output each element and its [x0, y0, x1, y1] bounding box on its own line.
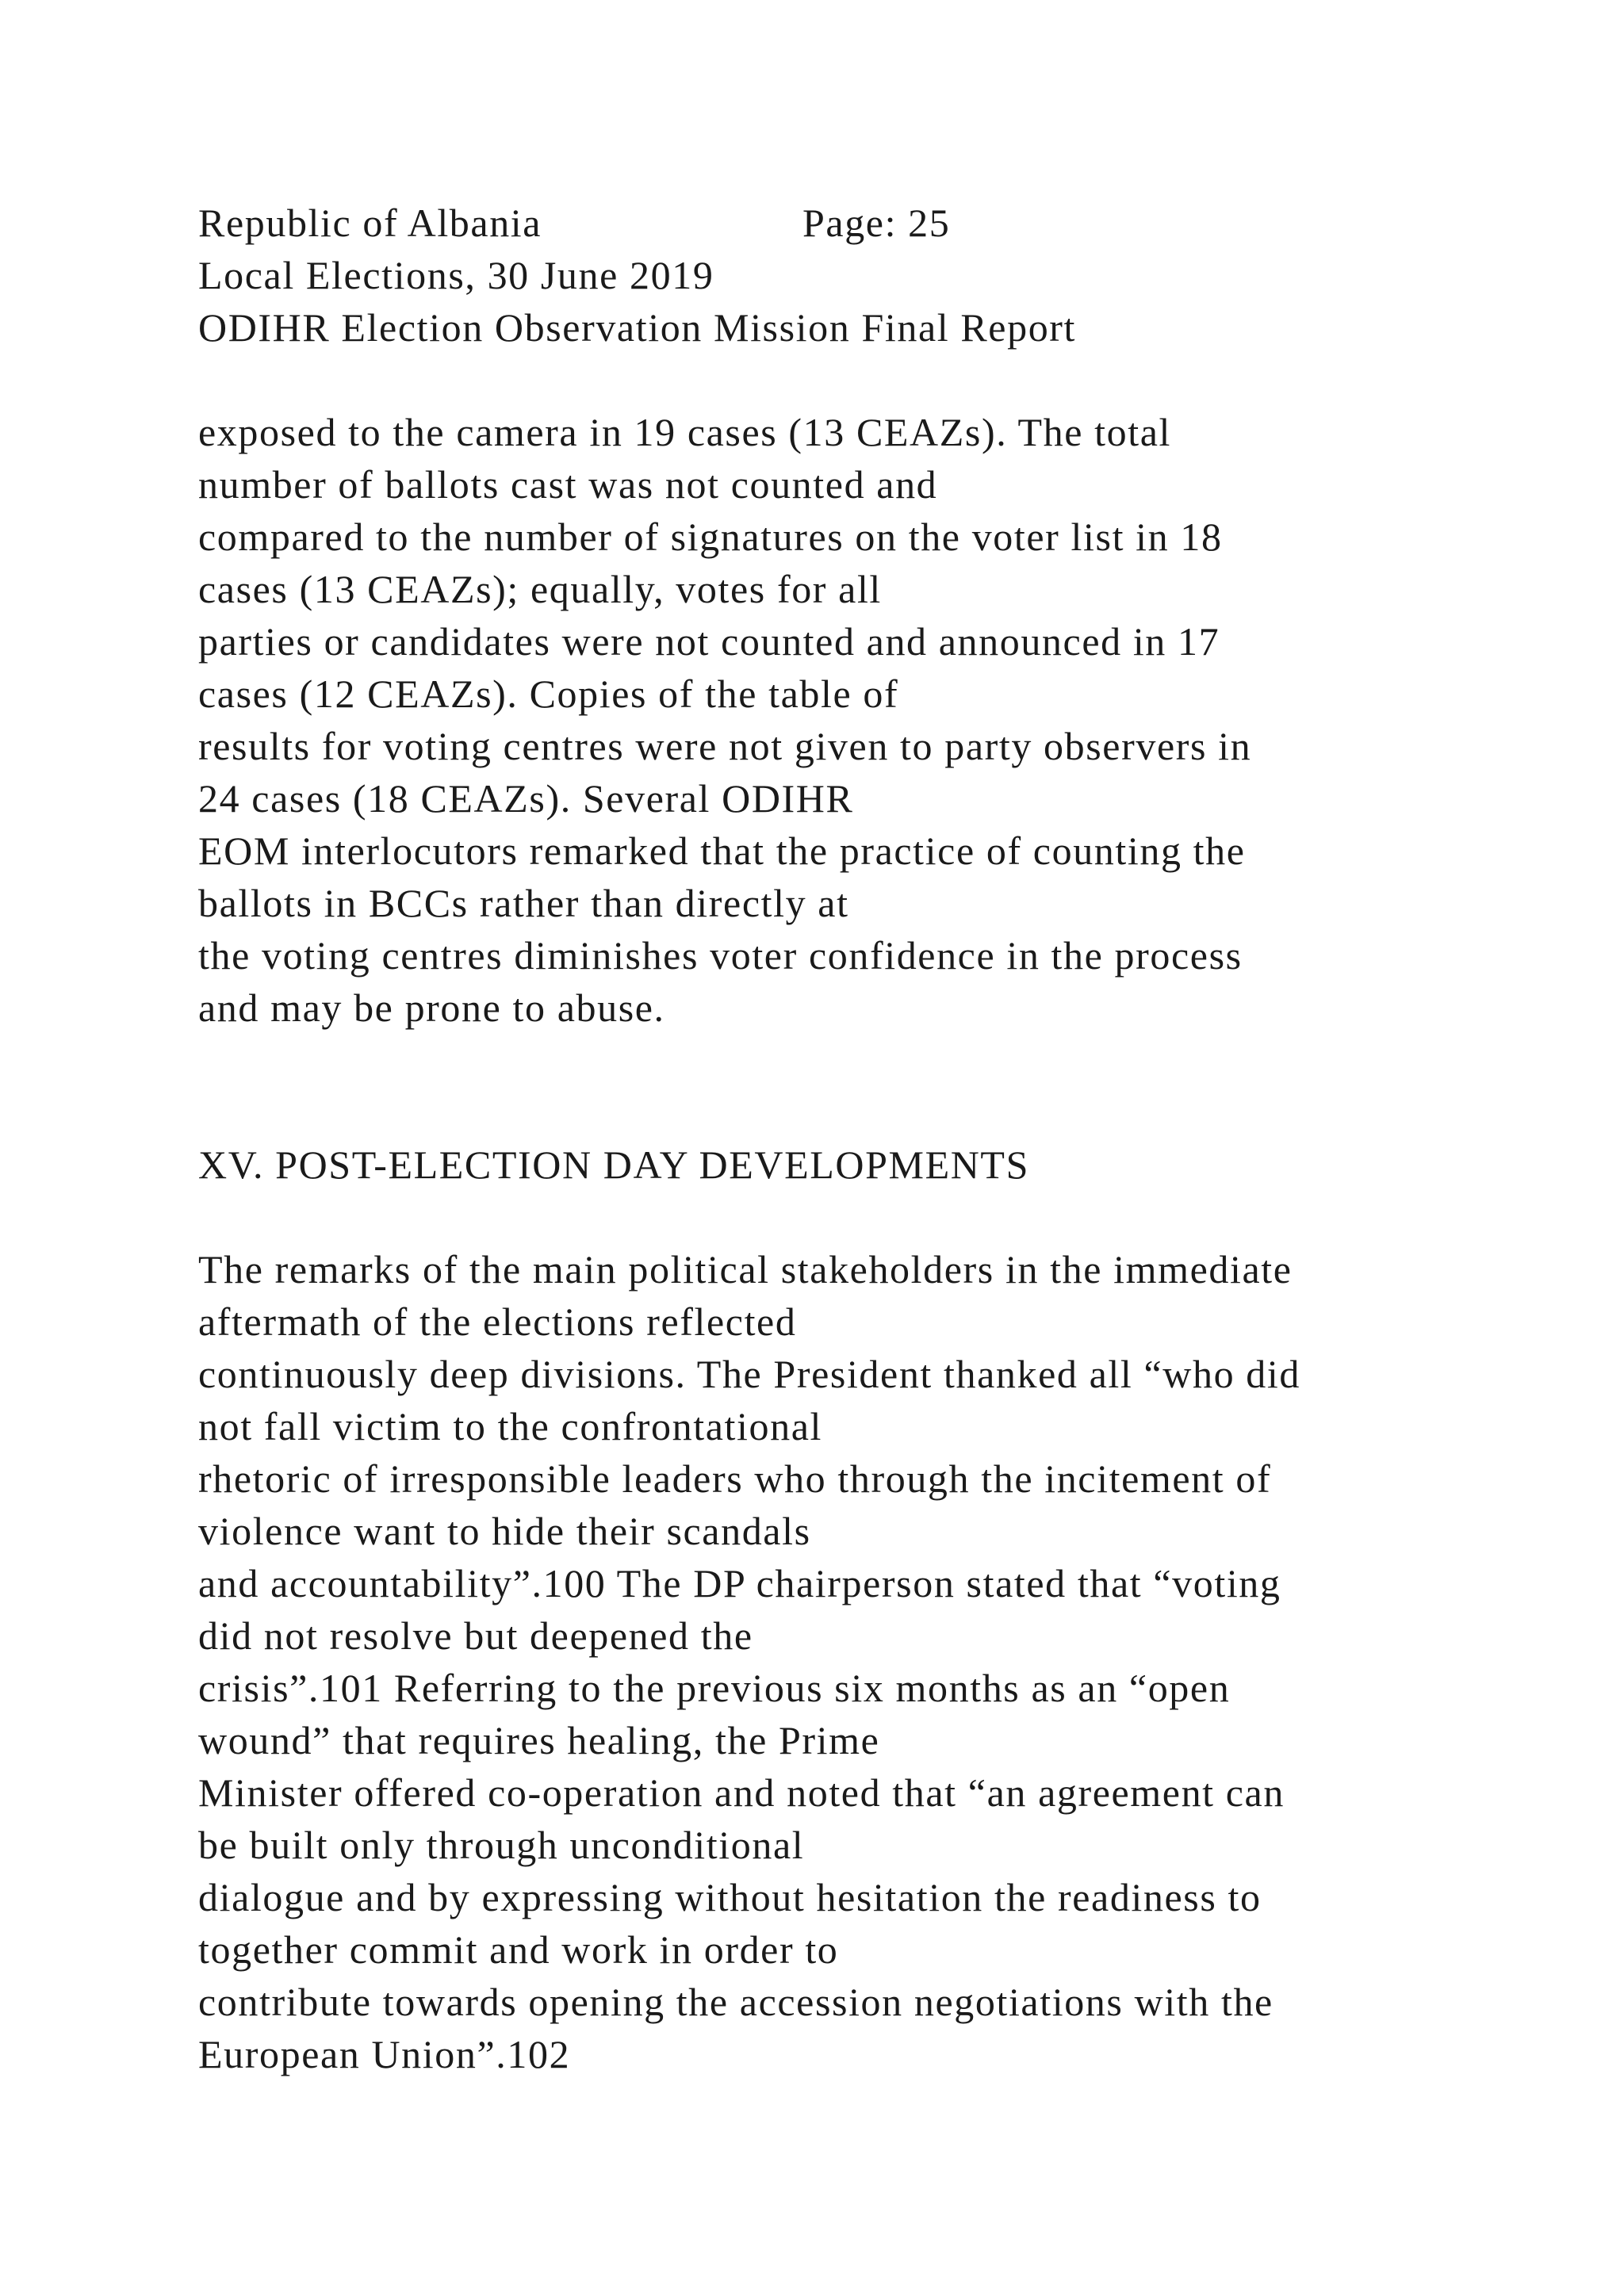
paragraph-post-election-remarks [198, 1243, 1546, 2080]
text-line: parties or candidates were not counted and announced in 17 [198, 619, 1220, 664]
section-heading: XV. POST-ELECTION DAY DEVELOPMENTS [198, 1142, 1029, 1187]
text-line: and accountability”.100 The DP chairperson stated that “voting [198, 1561, 1281, 1605]
text-line: contribute towards opening the accession negotiations with the [198, 1980, 1274, 2024]
header-election: Local Elections, 30 June 2019 [198, 253, 714, 297]
text-line: dialogue and by expressing without hesitation the readiness to [198, 1875, 1262, 1919]
text-line: wound” that requires healing, the Prime [198, 1718, 880, 1762]
text-line: exposed to the camera in 19 cases (13 CEAZs). The total [198, 410, 1172, 454]
spacer [198, 1034, 1546, 1138]
text-line: rhetoric of irresponsible leaders who through the incitement of [198, 1456, 1272, 1501]
spacer [198, 1191, 1546, 1243]
text-line: compared to the number of signatures on the voter list in 18 [198, 515, 1223, 559]
header-page-number: Page: 25 [802, 201, 951, 245]
text-line: cases (13 CEAZs); equally, votes for all [198, 567, 882, 611]
text-line: and may be prone to abuse. [198, 985, 665, 1030]
page-header-row [198, 197, 1546, 249]
text-line: European Union”.102 [198, 2032, 571, 2076]
spacer [198, 354, 1546, 406]
text-line: 24 cases (18 CEAZs). Several ODIHR [198, 776, 854, 821]
paragraph-counting-irregularities [198, 406, 1546, 1034]
text-line: be built only through unconditional [198, 1823, 805, 1867]
header-report-title: ODIHR Election Observation Mission Final Report [198, 305, 1077, 350]
text-line: continuously deep divisions. The President thanked all “who did [198, 1352, 1300, 1396]
document-page [198, 197, 1546, 2080]
text-line: results for voting centres were not given to party observers in [198, 724, 1252, 768]
text-line: did not resolve but deepened the [198, 1613, 753, 1658]
text-line: violence want to hide their scandals [198, 1509, 811, 1553]
text-line: the voting centres diminishes voter confidence in the process [198, 933, 1243, 978]
text-line: ballots in BCCs rather than directly at [198, 881, 849, 925]
text-line: EOM interlocutors remarked that the practice of counting the [198, 828, 1246, 873]
header-country: Republic of Albania [198, 201, 542, 245]
text-line: together commit and work in order to [198, 1927, 839, 1972]
text-line: aftermath of the elections reflected [198, 1299, 797, 1344]
text-line: number of ballots cast was not counted and [198, 462, 938, 507]
text-line: not fall victim to the confrontational [198, 1404, 822, 1448]
text-line: cases (12 CEAZs). Copies of the table of [198, 672, 899, 716]
text-line: Minister offered co-operation and noted that “an agreement can [198, 1770, 1285, 1815]
text-line: crisis”.101 Referring to the previous six months as an “open [198, 1666, 1231, 1710]
text-line: The remarks of the main political stakeholders in the immediate [198, 1247, 1293, 1292]
